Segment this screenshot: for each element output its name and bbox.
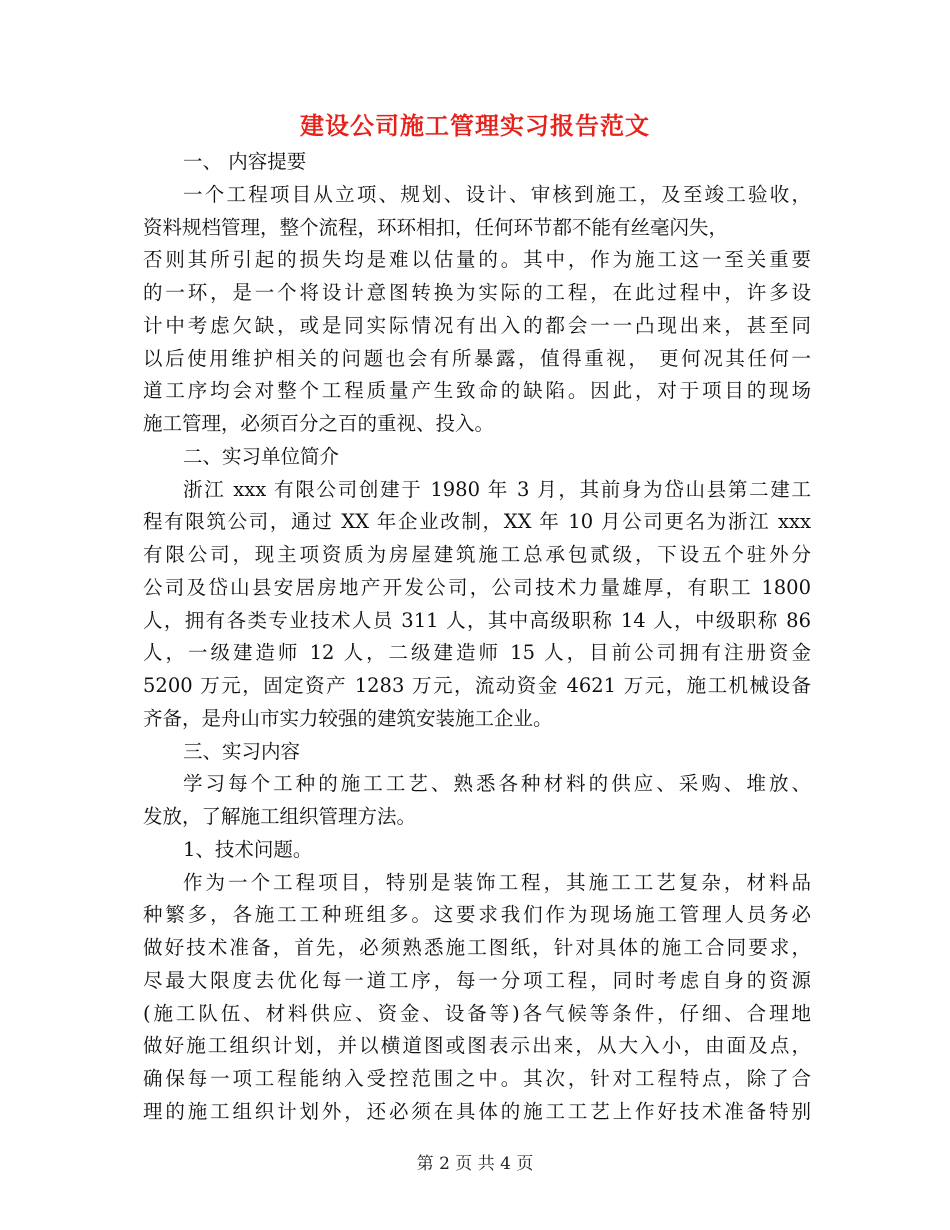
document-body (143, 146, 811, 1129)
text-line: 否则其所引起的损失均是难以估量的。其中，作为施工这一至关重要 (143, 248, 811, 272)
text-line: 资料规档管理，整个流程，环环相扣，任何环节都不能有丝毫闪失， (143, 215, 729, 239)
text-line: 人，拥有各类专业技术人员 311 人，其中高级职称 14 人，中级职称 86 (143, 608, 811, 632)
text-line: 作为一个工程项目，特别是装饰工程，其施工工艺复杂，材料品 (183, 870, 811, 894)
text-line: 理的施工组织计划外，还必须在具体的施工工艺上作好技术准备特别 (143, 1099, 811, 1123)
footer-total-pages: 4 (500, 1154, 511, 1174)
text-line: 道工序均会对整个工程质量产生致命的缺陷。因此，对于项目的现场 (143, 379, 811, 403)
text-line: 学习每个工种的施工工艺、熟悉各种材料的供应、采购、堆放、 (183, 772, 811, 796)
text-line: (施工队伍、材料供应、资金、设备等)各气候等条件，仔细、合理地 (143, 1001, 811, 1025)
text-line: 齐备，是舟山市实力较强的建筑安装施工企业。 (143, 706, 553, 730)
text-line: 确保每一项工程能纳入受控范围之中。其次，针对工程特点，除了合 (143, 1067, 811, 1090)
text-line: 施工管理，必须百分之百的重视、投入。 (143, 412, 495, 435)
text-line: 程有限筑公司，通过 XX 年企业改制，XX 年 10 月公司更名为浙江 xxx (143, 510, 811, 534)
footer-page-number: 2 (439, 1154, 450, 1174)
footer-prefix: 第 (416, 1154, 434, 1174)
text-line: 人，一级建造师 12 人，二级建造师 15 人，目前公司拥有注册资金 (143, 641, 811, 665)
text-line: 的一环，是一个将设计意图转换为实际的工程，在此过程中，许多设 (143, 281, 811, 304)
page-footer (0, 1152, 950, 1176)
text-line: 尽最大限度去优化每一道工序，每一分项工程，同时考虑自身的资源 (143, 968, 811, 992)
document-title: 建设公司施工管理实习报告范文 (300, 111, 650, 140)
text-line: 做好技术准备，首先，必须熟悉施工图纸，针对具体的施工合同要求， (143, 936, 811, 959)
text-line: 1、技术问题。 (183, 837, 313, 861)
text-line: 计中考虑欠缺，或是同实际情况有出入的都会一一凸现出来，甚至同 (143, 313, 811, 337)
footer-middle: 页 共 (455, 1154, 495, 1174)
text-line: 三、实习内容 (183, 739, 301, 763)
text-line: 有限公司，现主项资质为房屋建筑施工总承包贰级，下设五个驻外分 (143, 543, 811, 566)
text-line: 一个工程项目从立项、规划、设计、审核到施工，及至竣工验收， (183, 182, 811, 206)
text-line: 浙江 xxx 有限公司创建于 1980 年 3 月，其前身为岱山县第二建工 (183, 477, 811, 501)
text-line: 二、实习单位简介 (183, 444, 340, 468)
footer-suffix: 页 (516, 1154, 534, 1174)
text-line: 以后使用维护相关的问题也会有所暴露，值得重视， 更何况其任何一 (143, 346, 811, 370)
text-line: 种繁多，各施工工种班组多。这要求我们作为现场施工管理人员务必 (143, 903, 811, 927)
text-line: 发放，了解施工组织管理方法。 (143, 805, 417, 828)
text-line: 5200 万元，固定资产 1283 万元，流动资金 4621 万元，施工机械设备 (143, 674, 811, 697)
text-line: 做好施工组织计划，并以横道图或图表示出来，从大入小，由面及点， (143, 1034, 811, 1058)
text-line: 公司及岱山县安居房地产开发公司，公司技术力量雄厚，有职工 1800 (143, 575, 811, 599)
text-line: 一、 内容提要 (183, 150, 307, 173)
